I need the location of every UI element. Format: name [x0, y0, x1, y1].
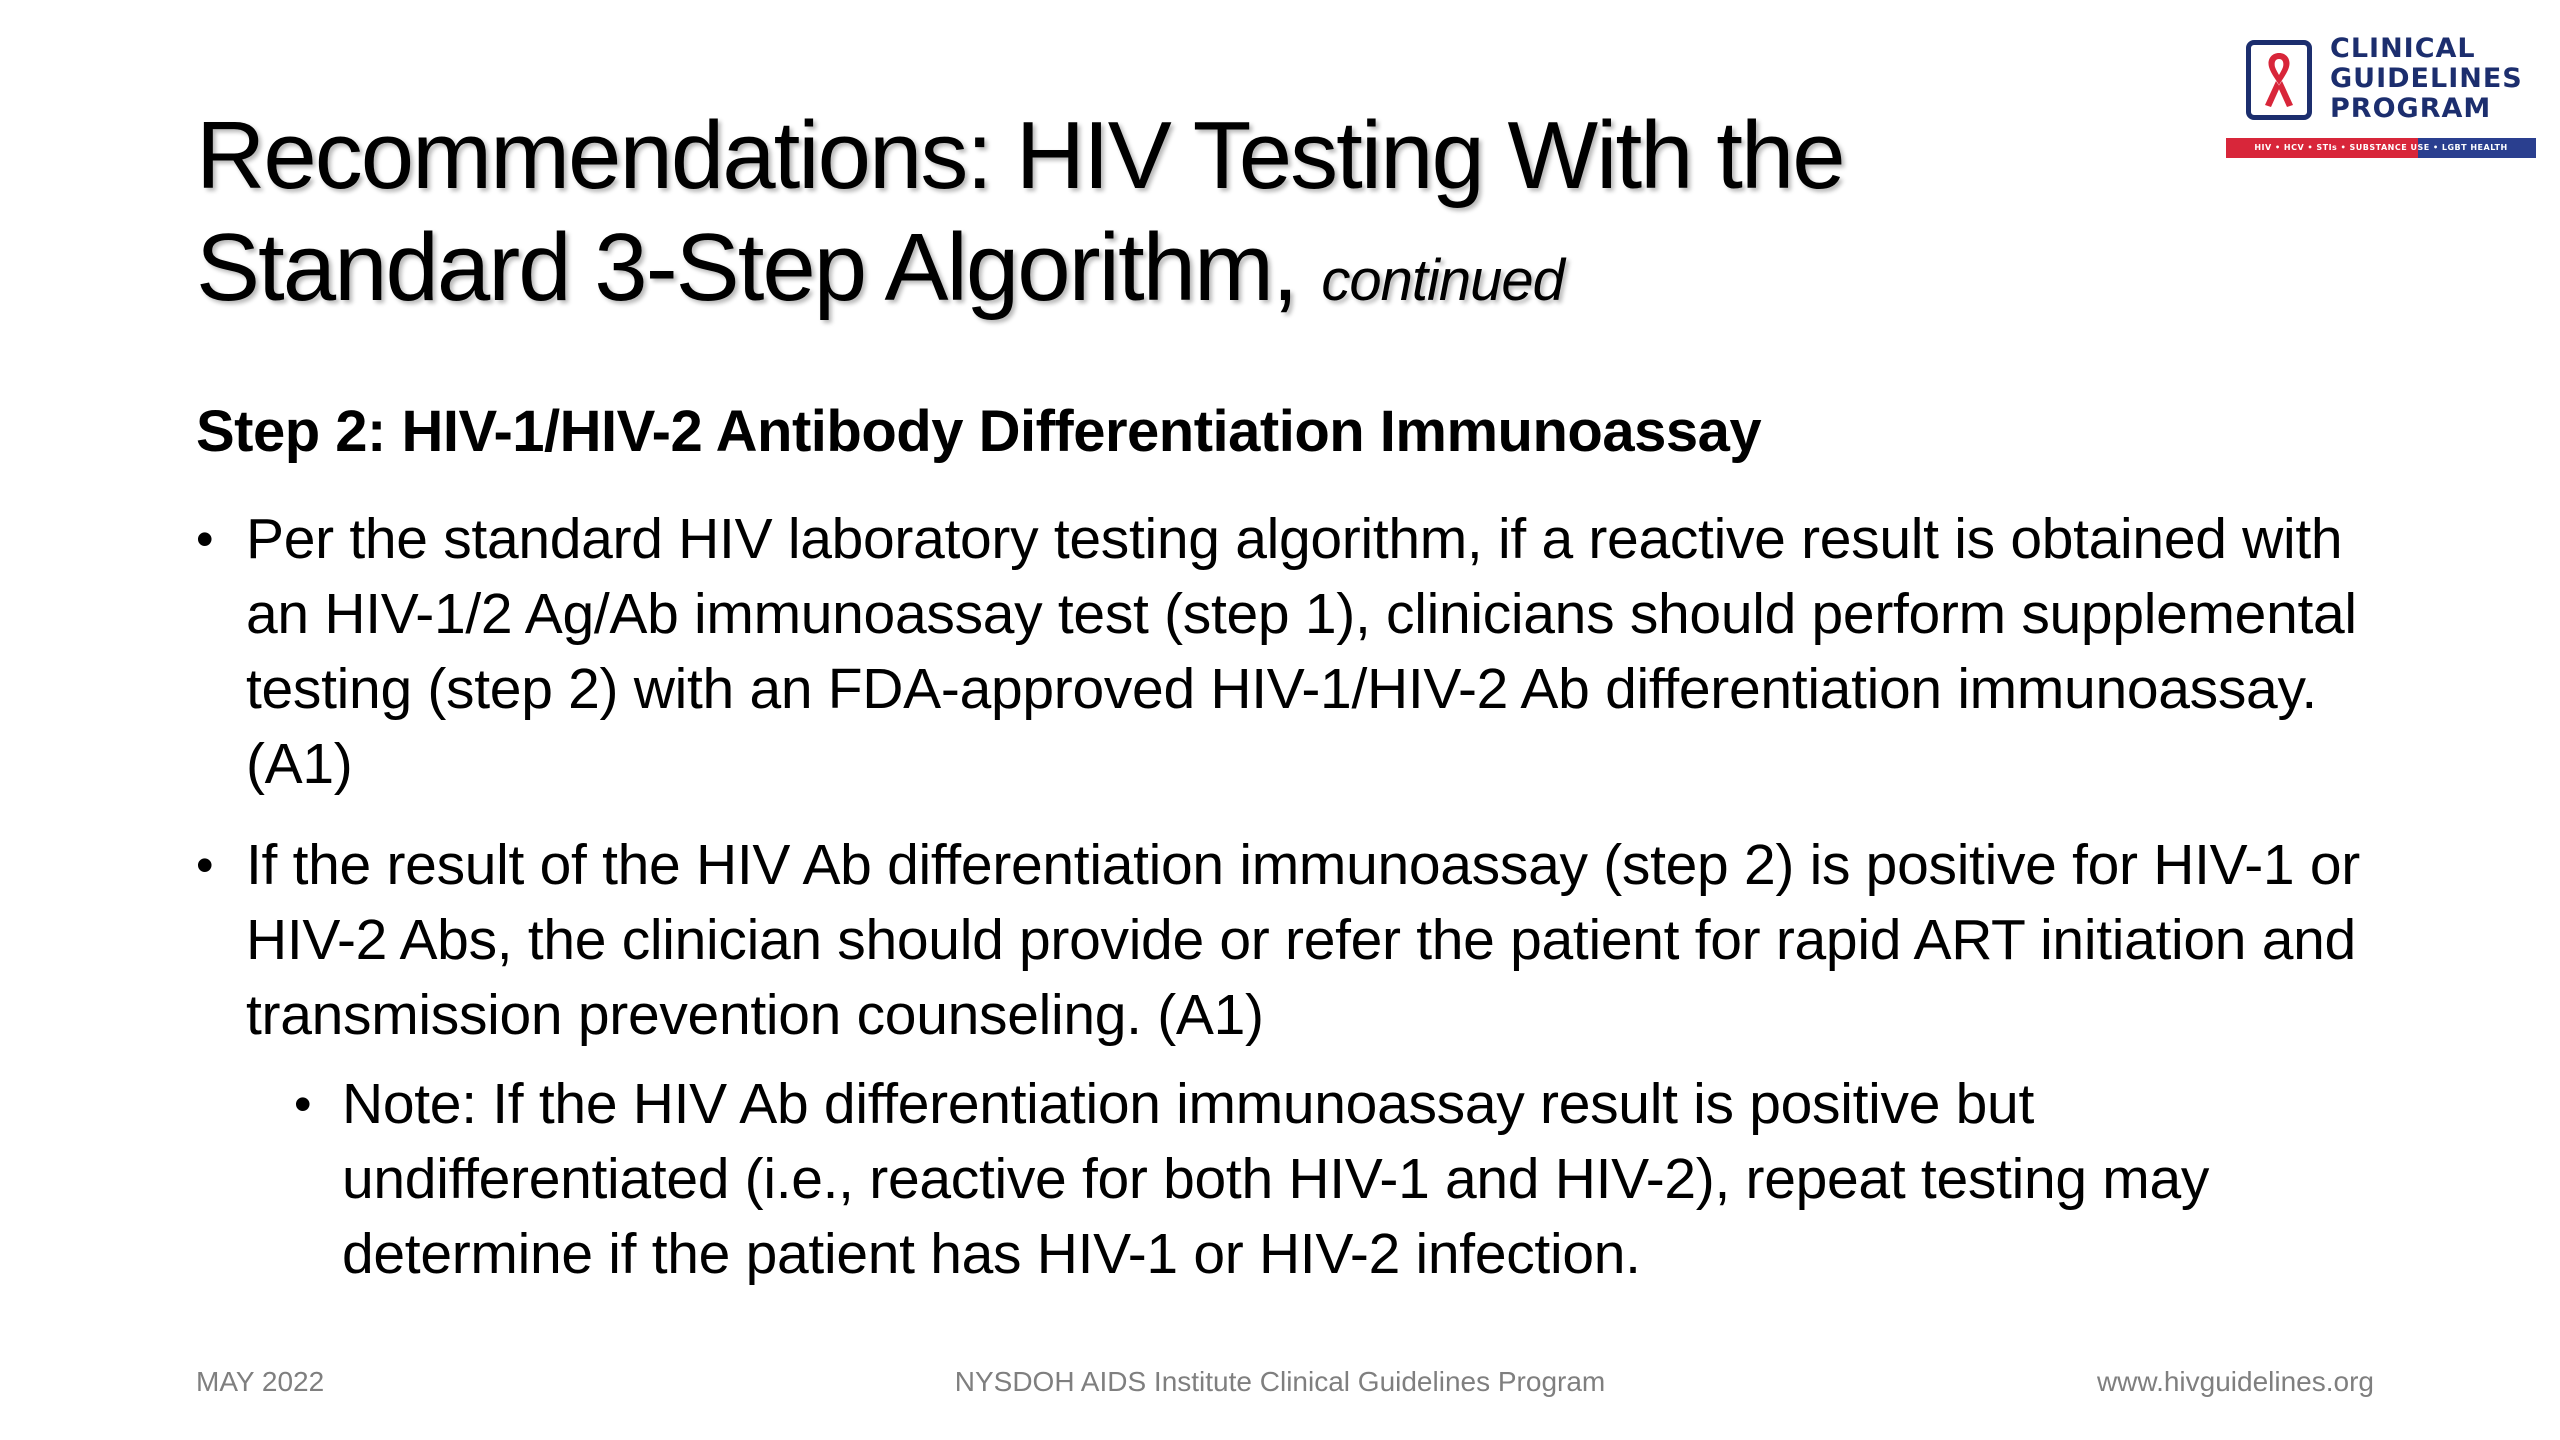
logo-line-3: PROGRAM [2330, 93, 2492, 124]
logo-line-1: CLINICAL [2330, 33, 2476, 64]
bullet-item [196, 502, 2376, 802]
red-ribbon-icon [2251, 45, 2307, 115]
clinical-guidelines-program-logo [2226, 28, 2536, 164]
bullet-text: If the result of the HIV Ab differentiation immunoassay (step 2) is positive for HIV-1 or HIV-2 Abs, the clinician should provide or refer the patient for rapid ART initiation and transmission prevention counseling. (A1) [246, 833, 2360, 1047]
logo-line-2: GUIDELINES [2330, 63, 2523, 94]
sub-bullet-text: Note: If the HIV Ab differentiation immunoassay result is positive but undifferentiated (i.e., reactive for both HIV-1 and HIV-2), repeat testing may determine if the patient has HIV-1 or HIV-2 infection. [342, 1072, 2210, 1286]
sub-bullet-dot: • [294, 1076, 312, 1132]
logo-frame [2246, 40, 2312, 120]
logo-wordmark [2330, 34, 2523, 124]
bullet-dot: • [196, 837, 214, 893]
sub-bullet-item [294, 1067, 2376, 1292]
bullet-item [196, 828, 2376, 1053]
bullet-text: Per the standard HIV laboratory testing algorithm, if a reactive result is obtained with an HIV-1/2 Ag/Ab immunoassay test (step 1), clinicians should perform supplemental testing (step 2) with an FDA-approved HIV-1/HIV-2 Ab differentiation immunoassay. (A1) [246, 507, 2357, 796]
slide-title-main: Recommendations: HIV Testing With the Standard 3-Step Algorithm, [196, 102, 1844, 321]
footer-center-text: NYSDOH AIDS Institute Clinical Guidelines Program [954, 1366, 1606, 1397]
section-subheading: Step 2: HIV-1/HIV-2 Antibody Differentiation Immunoassay [196, 399, 1762, 464]
slide-title [196, 100, 2096, 337]
bullet-dot: • [196, 511, 214, 567]
logo-tagline-band: HIV • HCV • STIs • SUBSTANCE USE • LGBT HEALTH [2226, 138, 2536, 158]
footer-url: www.hivguidelines.org [2096, 1366, 2374, 1397]
footer-date: MAY 2022 [196, 1366, 325, 1397]
bullet-list [196, 502, 2376, 1292]
slide-title-suffix: continued [1321, 248, 1564, 313]
